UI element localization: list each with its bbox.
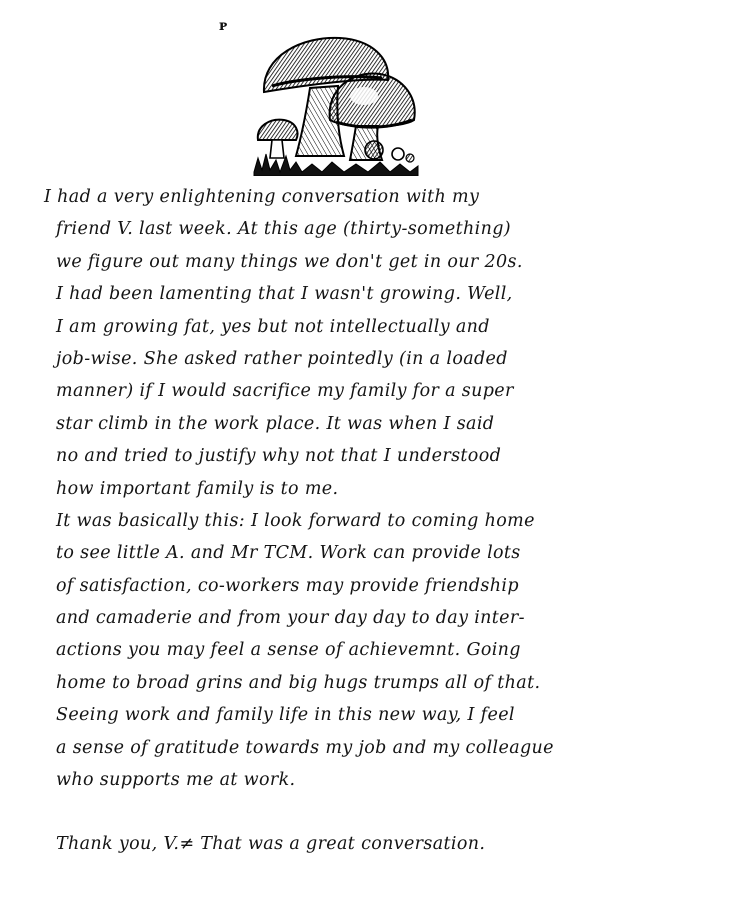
letter-line: how important family is to me. <box>56 478 339 499</box>
letter-line: and camaderie and from your day day to day inter- <box>56 608 525 629</box>
letter-line: job-wise. She asked rather pointedly (in a loaded <box>56 348 508 369</box>
letter-line: actions you may feel a sense of achievemnt. Going <box>56 640 521 661</box>
letter-line: I am growing fat, yes but not intellectually and <box>56 316 490 337</box>
corner-mark: ᴘ <box>219 18 228 34</box>
letter-line: Seeing work and family life in this new way, I feel <box>56 705 515 726</box>
letter-line: It was basically this: I look forward to coming home <box>56 510 535 531</box>
letter-line: we figure out many things we don't get in our 20s. <box>56 251 523 272</box>
letter-line: star climb in the work place. It was when I said <box>56 413 495 434</box>
letter-line: I had a very enlightening conversation with my <box>44 187 480 207</box>
letter-line: home to broad grins and big hugs trumps all of that. <box>56 672 541 693</box>
mushrooms-woodcut-icon <box>252 34 420 176</box>
letter-body <box>44 181 704 796</box>
letter-line: friend V. last week. At this age (thirty-something) <box>56 219 511 240</box>
letter-line: no and tried to justify why not that I understood <box>56 446 502 467</box>
letter-line: of satisfaction, co-workers may provide friendship <box>56 575 519 596</box>
letter-line: I had been lamenting that I wasn't growing. Well, <box>56 284 513 305</box>
letter-line: a sense of gratitude towards my job and my colleague <box>56 737 554 758</box>
letter-line: who supports me at work. <box>56 770 296 791</box>
letter-line: to see little A. and Mr TCM. Work can provide lots <box>56 543 521 564</box>
closing-line: Thank you, V.≠ That was a great conversation. <box>56 834 486 854</box>
letter-line: manner) if I would sacrifice my family for a super <box>56 381 514 402</box>
